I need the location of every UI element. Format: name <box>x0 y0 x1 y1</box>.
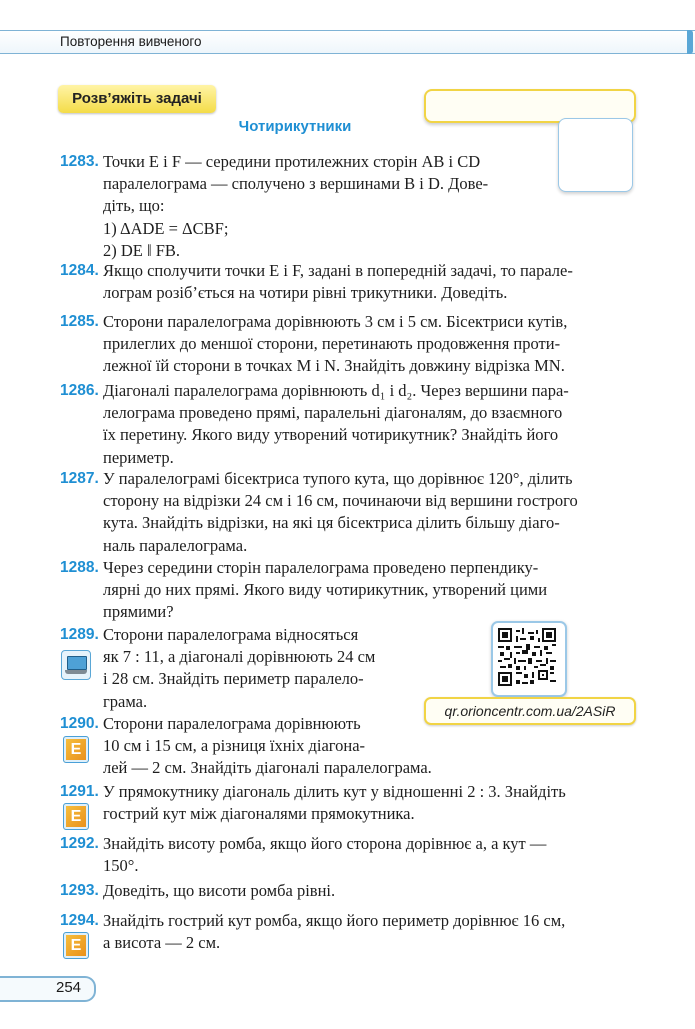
problem-number: 1290. <box>60 715 99 732</box>
problem-text <box>103 910 683 954</box>
problem-text <box>103 380 683 469</box>
text-line: прилеглих до меншої сторони, перетинають продовження проти- <box>103 334 561 354</box>
text-line: лей — 2 см. Знайдіть діагоналі паралелограма. <box>103 758 432 778</box>
text-line: лежної їй сторони в точках M і N. Знайдіть довжину відрізка MN. <box>103 356 565 376</box>
text-line: лелограма проведено прямі, паралельні діагоналям, до взаємного <box>103 403 563 423</box>
problem-text <box>103 713 465 780</box>
text-line: лограм розіб’ється на чотири рівні трикутники. Доведіть. <box>103 283 508 303</box>
text-line: Сторони паралелограма дорівнюють 3 см і 5 см. Бісектриси кутів, <box>103 312 568 331</box>
problem-text <box>103 880 683 902</box>
laptop-icon <box>61 650 91 680</box>
problem-number: 1288. <box>60 559 99 576</box>
problem-text <box>103 468 683 557</box>
text-line: кута. Знайдіть відрізки, на які ця бісектриса ділить більшу діаго- <box>103 513 560 533</box>
header-edge-tab <box>687 30 693 54</box>
page-number-tab <box>0 976 96 1002</box>
laptop-base <box>65 670 87 674</box>
problem-text <box>103 624 465 713</box>
text-line: Сторони паралелограма відносяться <box>103 625 359 644</box>
text-line: їх перетину. Якого виду утворений чотирикутник? Знайдіть його <box>103 425 559 445</box>
text-line: Через середини сторін паралелограма проведено перпендику- <box>103 558 539 577</box>
text-line: гострий кут між діагоналями прямокутника. <box>103 804 415 824</box>
text-line: 1) ΔADE = ΔCBF; <box>103 218 229 238</box>
text-line: наль паралелограма. <box>103 535 248 555</box>
section-title: Чотирикутники <box>238 118 352 135</box>
text-line: сторону на відрізки 24 см і 16 см, починаючи від вершини гострого <box>103 491 578 511</box>
text-line: Сторони паралелограма дорівнюють <box>103 714 361 733</box>
problem-number: 1284. <box>60 262 99 279</box>
text-line: як 7 : 11, а діагоналі дорівнюють 24 см <box>103 647 376 667</box>
qr-code-icon <box>498 628 556 686</box>
text-line: діть, що: <box>103 196 165 216</box>
text-line: У паралелограмі бісектриса тупого кута, що дорівнює 120°, ділить <box>103 469 573 488</box>
qr-code[interactable] <box>491 621 567 697</box>
problem-number: 1293. <box>60 882 99 899</box>
text-line: 2) DE ‖ FB. <box>103 240 181 260</box>
problem-text <box>103 833 683 877</box>
problem-number: 1286. <box>60 382 99 399</box>
text-line: Точки E і F — середини протилежних сторін AB і CD <box>103 152 481 171</box>
electronic-resource-icon: E <box>63 736 89 763</box>
problem-text <box>103 311 683 378</box>
text-line: і 28 см. Знайдіть периметр паралело- <box>103 669 364 689</box>
text-line: лярні до них прямі. Якого виду чотирикутник, утворений цими <box>103 580 548 600</box>
text-line: Якщо сполучити точки E і F, задані в попередній задачі, то парале- <box>103 261 573 280</box>
page-number: 254 <box>56 979 82 996</box>
text-line: Знайдіть гострий кут ромба, якщо його периметр дорівнює 16 см, <box>103 911 566 930</box>
text-line: 10 см і 15 см, а різниця їхніх діагона- <box>103 736 366 756</box>
problem-number: 1287. <box>60 470 99 487</box>
problem-number: 1294. <box>60 912 99 929</box>
text-line: 150°. <box>103 856 139 876</box>
electronic-resource-icon: E <box>63 803 89 830</box>
text-line: Знайдіть висоту ромба, якщо його сторона дорівнює a, а кут — <box>103 834 547 853</box>
problem-number: 1289. <box>60 626 99 643</box>
text-line: а висота — 2 см. <box>103 933 221 953</box>
text-line: прямими? <box>103 602 174 622</box>
running-header <box>0 30 695 54</box>
electronic-resource-icon: E <box>63 932 89 959</box>
text-line: паралелограма — сполучено з вершинами B і D. Дове- <box>103 174 489 194</box>
problem-text <box>103 260 683 304</box>
task-tag: Розв’яжіть задачі <box>58 85 216 113</box>
laptop-screen <box>67 656 87 670</box>
problem-number: 1285. <box>60 313 99 330</box>
problem-number: 1292. <box>60 835 99 852</box>
problem-number: 1283. <box>60 153 99 170</box>
text-line: Діагоналі паралелограма дорівнюють d₁ і d₂. Через вершини пара- <box>103 381 569 400</box>
running-header-title: Повторення вивченого <box>60 34 202 49</box>
text-line: Доведіть, що висоти ромба рівні. <box>103 881 336 900</box>
qr-link[interactable]: qr.orioncentr.com.ua/2ASiR <box>424 697 636 725</box>
text-line: У прямокутнику діагональ ділить кут у відношенні 2 : 3. Знайдіть <box>103 782 566 801</box>
problem-text <box>103 151 573 262</box>
text-line: периметр. <box>103 447 174 467</box>
problem-text <box>103 781 683 825</box>
text-line: грама. <box>103 691 148 711</box>
problem-number: 1291. <box>60 783 99 800</box>
problem-text <box>103 557 683 624</box>
